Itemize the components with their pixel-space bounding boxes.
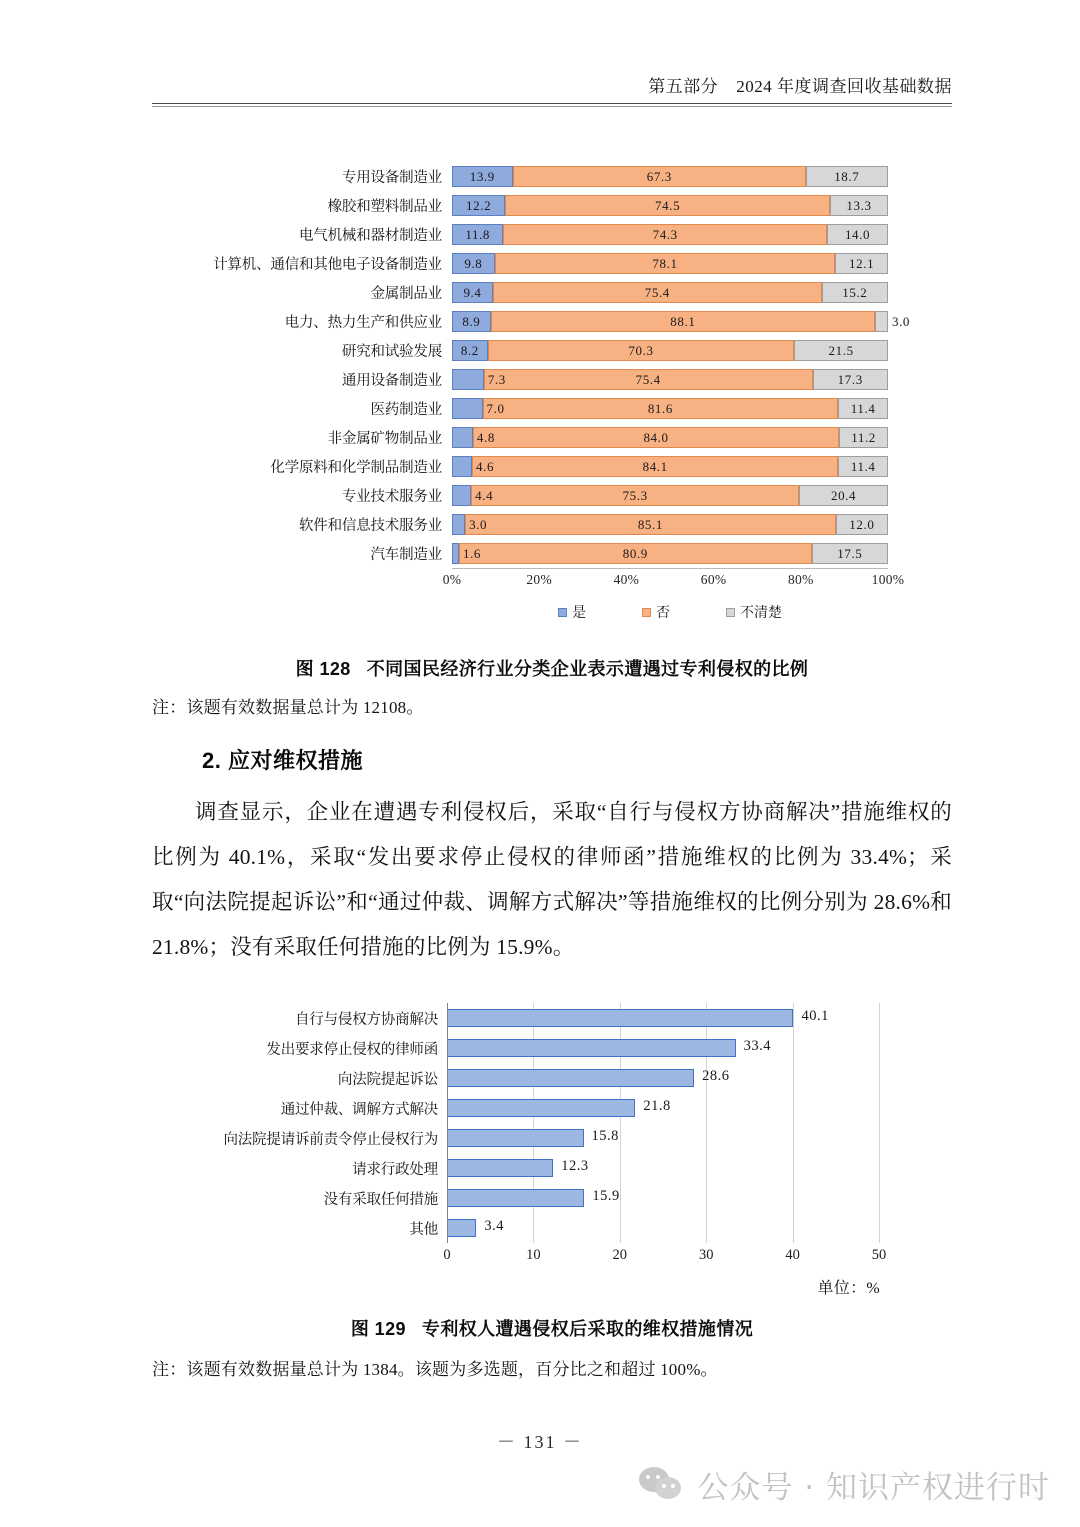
chart1-segment-no [495,253,836,274]
chart2-value-label: 12.3 [561,1158,589,1174]
chart1-value-label: 67.3 [646,168,672,184]
chart2-row [152,1093,952,1123]
header-divider [152,103,952,104]
chart2-y-axis [447,1003,448,1243]
chart1-segment-yes [452,195,505,216]
legend-item-no [642,602,670,622]
chart1-segment-no [472,456,838,477]
chart1-row [152,481,952,510]
chart1-row [152,278,952,307]
chart1-legend [452,602,888,622]
figure-128-caption-text: 不同国民经济行业分类企业表示遭遇过专利侵权的比例 [366,659,809,679]
chart1-segment-no [491,311,875,332]
chart1-segment-yes [452,456,495,477]
chart1-value-label: 84.0 [643,429,669,445]
chart1-value-label: 3.0 [469,516,488,532]
chart1-segment-yes [452,485,494,506]
chart2-category-label: 向法院提请诉前责令停止侵权行为 [223,1131,438,1148]
chart1-value-label: 8.9 [462,313,481,329]
chart1-value-label: 3.0 [891,313,911,329]
chart1-segment-yes [452,427,495,448]
legend-item-yes [558,602,586,622]
chart2-row [152,1033,952,1063]
chart1-row [152,336,952,365]
legend-swatch-no-icon [642,608,651,617]
chart1-segment-unknown [875,311,911,332]
chart1-category-label: 软件和信息技术服务业 [299,518,442,534]
chart1-segment-yes [452,340,488,361]
stacked-bar-rows [152,162,952,568]
chart1-category-label: 金属制品业 [370,286,442,302]
chart1-segment-unknown [835,253,888,274]
chart1-segment-unknown [806,166,888,187]
chart1-segment-no [513,166,806,187]
wechat-bubble-small [655,1477,681,1499]
chart1-row [152,307,952,336]
chart1-row [152,249,952,278]
chart1-value-label: 88.1 [670,313,696,329]
chart1-value-label: 12.2 [466,197,492,213]
chart2-plot-cell [447,1183,879,1213]
chart2-plot-cell [447,1033,879,1063]
chart2-plot-cell [447,1153,879,1183]
chart1-row [152,452,952,481]
chart2-row [152,1213,952,1243]
chart1-value-label: 1.6 [462,545,482,561]
chart1-segment-no [465,514,836,535]
chart2-tick: 0 [443,1247,451,1263]
chart2-row [152,1003,952,1033]
watermark-text: 公众号 · 知识产权进行时 [697,1470,1050,1506]
chart1-value-label: 17.5 [837,545,863,561]
chart1-value-label: 80.9 [622,545,648,561]
chart1-segment-no [493,282,822,303]
chart1-segment-no [483,398,839,419]
chart1-category-label: 计算机、通信和其他电子设备制造业 [213,257,442,273]
chart2-category-label: 请求行政处理 [352,1161,438,1178]
chart1-bar-track [452,514,888,535]
chart2-tick: 30 [698,1247,714,1263]
chart2-value-label: 15.9 [592,1188,620,1204]
chart2-category-label: 自行与侵权方协商解决 [295,1011,438,1028]
chart1-segment-no [471,485,799,506]
chart1-value-label: 18.7 [834,168,860,184]
chart2-row [152,1183,952,1213]
chart1-value-label: 8.2 [460,342,479,358]
chart2-value-label: 33.4 [743,1038,771,1054]
legend-swatch-yes-icon [558,608,567,617]
legend-label-yes: 是 [572,606,586,621]
chart1-value-label: 75.4 [644,284,670,300]
chart1-value-label: 7.3 [487,371,506,387]
chart1-value-label: 17.3 [837,371,863,387]
section-heading: 2. 应对维权措施 [202,748,363,773]
chart1-segment-unknown [838,456,888,477]
chart1-category-label: 专用设备制造业 [341,170,442,186]
chart1-segment-no [473,427,839,448]
chart1-value-label: 12.0 [849,516,875,532]
chart2-bar [447,1219,476,1237]
chart1-segment-unknown [813,369,888,390]
chart1-value-label: 11.8 [465,226,491,242]
chart1-category-label: 电力、热力生产和供应业 [284,315,442,331]
chart2-plot-cell [447,1003,879,1033]
chart1-tick: 20% [526,572,553,587]
chart1-tick: 100% [871,572,905,587]
chart1-bar-track [452,195,888,216]
chart1-segment-unknown [799,485,888,506]
figure-128-chart [152,150,952,630]
chart1-segment-yes [452,398,505,419]
chart2-category-label: 通过仲裁、调解方式解决 [280,1101,438,1118]
chart1-bar-track [452,427,888,448]
chart1-value-label: 84.1 [642,458,668,474]
chart1-value-label: 14.0 [844,226,871,242]
chart1-value-label: 21.5 [828,342,854,358]
chart2-unit-label: 单位：% [817,1280,880,1297]
chart2-tick: 20 [612,1247,628,1263]
chart2-bar [447,1129,584,1147]
chart2-x-tick-labels [443,1247,887,1269]
legend-label-unknown: 不清楚 [740,606,782,621]
chart1-row [152,539,952,568]
chart2-plot-cell [447,1093,879,1123]
chart1-bar-track [452,485,888,506]
chart1-value-label: 74.3 [652,226,678,242]
chart2-value-label: 15.8 [591,1128,619,1144]
chart1-bar-track [452,543,888,564]
chart2-row [152,1153,952,1183]
chart1-value-label: 75.3 [622,487,648,503]
chart1-category-label: 研究和试验发展 [341,344,442,360]
chart1-row [152,220,952,249]
figure-129-caption-text: 专利权人遭遇侵权后采取的维权措施情况 [421,1319,754,1339]
chart1-value-label: 12.1 [849,255,875,271]
chart1-value-label: 9.4 [463,284,482,300]
chart1-bar-track [452,340,888,361]
chart1-value-label: 4.4 [475,487,494,503]
chart1-bar-track [452,369,888,390]
chart1-row [152,162,952,191]
legend-label-no: 否 [656,606,670,621]
figure-128-note: 注：该题有效数据量总计为 12108。 [152,698,424,717]
chart1-row [152,423,952,452]
chart1-value-label: 74.5 [655,197,681,213]
header-title: 2024 年度调查回收基础数据 [736,77,952,96]
chart1-segment-unknown [794,340,888,361]
chart1-x-tick-labels [442,572,905,594]
chart1-segment-no [505,195,830,216]
chart1-value-label: 70.3 [628,342,654,358]
figure-128-caption [152,655,952,681]
chart1-segment-yes [452,543,482,564]
chart1-segment-no [488,340,795,361]
chart1-segment-no [459,543,812,564]
chart2-value-label: 40.1 [801,1008,829,1024]
wechat-icon [639,1467,685,1503]
wechat-watermark [639,1462,1050,1507]
figure-128-number: 图 128 [295,659,351,679]
chart1-category-label: 橡胶和塑料制品业 [327,199,442,215]
chart1-category-label: 电气机械和器材制造业 [299,228,442,244]
chart2-bar [447,1069,694,1087]
chart2-value-label: 28.6 [702,1068,730,1084]
chart1-value-label: 11.4 [850,400,876,416]
page-number: － 131 － [497,1432,583,1452]
chart1-segment-unknown [827,224,888,245]
chart1-value-label: 81.6 [647,400,673,416]
chart1-category-label: 通用设备制造业 [341,373,442,389]
running-header [152,72,952,97]
chart1-segment-yes [452,311,491,332]
chart1-segment-yes [452,224,503,245]
chart2-category-label: 其他 [409,1221,438,1238]
chart1-segment-yes [452,253,495,274]
chart1-bar-track [452,224,888,245]
chart2-tick: 50 [871,1247,887,1263]
figure-129-chart [152,995,952,1300]
chart2-category-label: 向法院提起诉讼 [337,1071,438,1088]
body-paragraph: 调查显示，企业在遭遇专利侵权后，采取“自行与侵权方协商解决”措施维权的比例为 40.1%，采取“发出要求停止侵权的律师函”措施维权的比例为 33.4%；采取“向法院提起诉讼”和“通过仲裁、调解方式解决”等措施维权的比例分别为 28.6%和 21.8%；没有采取任何措施的比例为 15.9%。 [152,800,952,959]
figure-129-number: 图 129 [350,1319,406,1339]
chart1-tick: 0% [442,572,462,587]
chart1-value-label: 7.0 [486,400,505,416]
chart1-segment-unknown [839,427,888,448]
chart1-value-label: 9.8 [464,255,483,271]
legend-swatch-unknown-icon [726,608,735,617]
chart1-value-label: 11.4 [850,458,876,474]
chart1-row [152,365,952,394]
chart1-value-label: 4.8 [476,429,495,445]
chart1-segment-unknown [838,398,888,419]
chart1-tick: 40% [613,572,640,587]
chart1-bar-track [452,398,888,419]
header-divider-secondary [152,106,952,107]
chart2-bar [447,1159,553,1177]
chart1-segment-yes [452,166,513,187]
chart1-row [152,394,952,423]
chart1-bar-track [452,166,888,187]
chart1-category-label: 汽车制造业 [370,547,442,563]
chart2-bar [447,1009,793,1027]
chart1-segment-yes [452,514,488,535]
chart1-value-label: 75.4 [635,371,661,387]
figure-129-note: 注：该题有效数据量总计为 1384。该题为多选题，百分比之和超过 100%。 [152,1360,718,1379]
chart1-tick: 80% [787,572,814,587]
chart2-category-label: 没有采取任何措施 [323,1191,438,1208]
chart1-bar-track [452,456,888,477]
chart1-row [152,191,952,220]
chart1-segment-unknown [830,195,888,216]
chart1-bar-track [452,282,888,303]
chart2-bar [447,1099,635,1117]
chart2-row [152,1123,952,1153]
chart1-category-label: 专业技术服务业 [341,489,442,505]
chart1-category-label: 化学原料和化学制品制造业 [270,460,442,476]
chart1-x-axis [452,568,888,570]
chart1-bar-track [452,311,911,332]
chart2-category-label: 发出要求停止侵权的律师函 [266,1041,438,1058]
chart1-value-label: 20.4 [830,487,857,503]
chart1-segment-unknown [822,282,888,303]
chart2-bar [447,1189,584,1207]
chart1-value-label: 78.1 [652,255,678,271]
chart1-value-label: 13.3 [846,197,872,213]
chart1-value-label: 11.2 [851,429,876,445]
chart1-value-label: 13.9 [469,168,495,184]
chart1-value-label: 15.2 [842,284,868,300]
chart1-segment-no [503,224,827,245]
bar-rows [152,1003,952,1243]
chart1-category-label: 医药制造业 [370,402,442,418]
chart1-segment-yes [452,369,506,390]
chart2-tick: 10 [526,1247,541,1263]
chart2-tick: 40 [785,1247,800,1263]
chart2-value-label: 21.8 [643,1098,671,1114]
header-section: 第五部分 [648,77,719,96]
chart1-segment-unknown [812,543,888,564]
chart1-value-label: 4.6 [476,458,495,474]
chart2-plot-cell [447,1213,879,1243]
figure-129-caption [152,1315,952,1341]
chart1-tick: 60% [700,572,727,587]
legend-item-unknown [726,602,782,622]
chart1-row [152,510,952,539]
chart1-category-label: 非金属矿物制品业 [327,431,442,447]
chart1-bar-track [452,253,888,274]
chart2-bar [447,1039,736,1057]
chart2-plot-cell [447,1063,879,1093]
chart2-value-label: 3.4 [484,1218,504,1234]
chart1-segment-no [484,369,813,390]
chart2-row [152,1063,952,1093]
chart1-value-label: 85.1 [637,516,663,532]
chart1-segment-unknown [836,514,888,535]
chart2-plot-cell [447,1123,879,1153]
chart1-segment-yes [452,282,493,303]
